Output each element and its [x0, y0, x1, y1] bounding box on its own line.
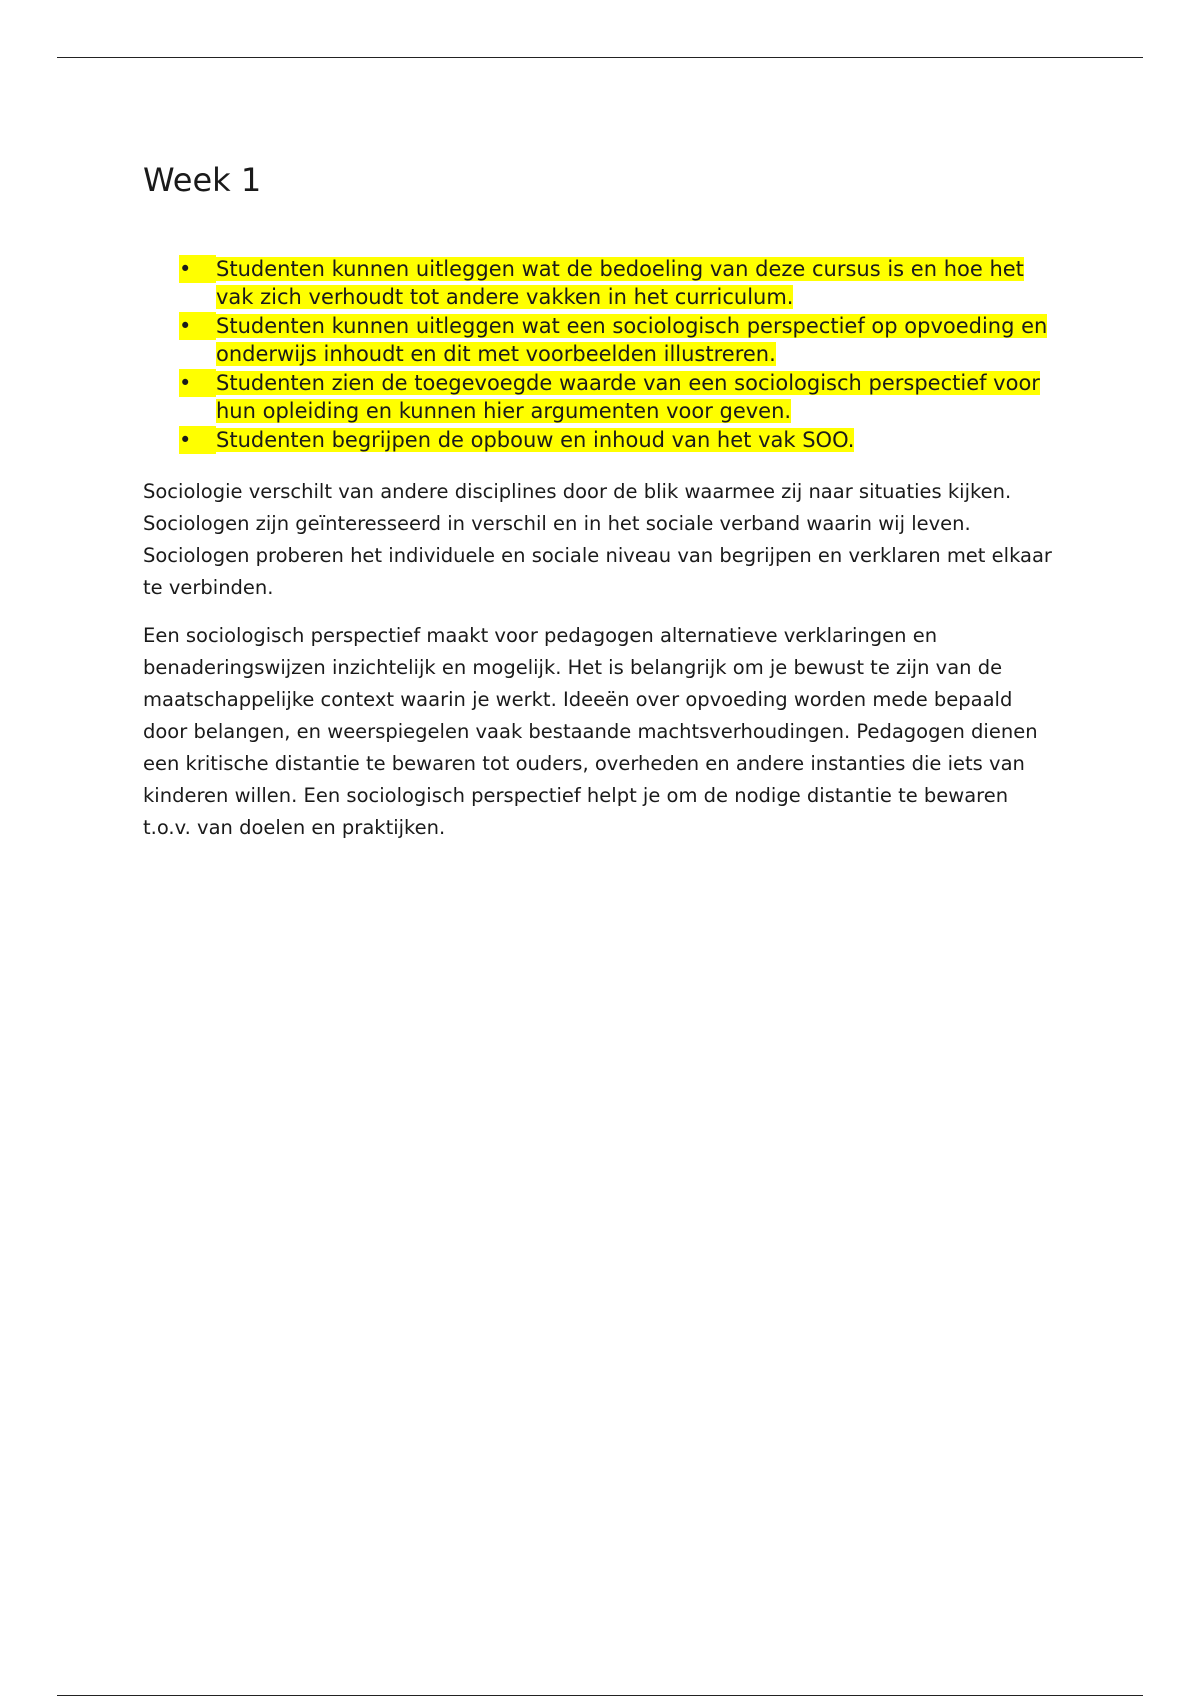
bullet-icon: •	[179, 312, 216, 340]
objective-text: Studenten zien de toegevoegde waarde van een sociologisch perspectief voor hun opleiding en kunnen hier argumenten voor geven.	[216, 371, 1040, 423]
objective-text: Studenten kunnen uitleggen wat de bedoeling van deze cursus is en hoe het vak zich verhoudt tot andere vakken in het curriculum.	[216, 257, 1024, 309]
bullet-icon: •	[179, 369, 216, 397]
list-item	[143, 312, 1058, 368]
learning-objectives-list	[143, 255, 1058, 454]
header-rule	[57, 57, 1143, 58]
list-item	[143, 255, 1058, 311]
page-title: Week 1	[143, 161, 262, 199]
list-item	[143, 426, 1058, 454]
bullet-icon: •	[179, 255, 216, 283]
list-item	[143, 369, 1058, 425]
document-body	[143, 160, 1058, 844]
footer-rule	[57, 1695, 1143, 1696]
objective-text: Studenten kunnen uitleggen wat een sociologisch perspectief op opvoeding en onderwijs inhoudt en dit met voorbeelden illustreren.	[216, 314, 1048, 366]
bullet-icon: •	[179, 426, 216, 454]
body-paragraph: Sociologie verschilt van andere disciplines door de blik waarmee zij naar situaties kijken. Sociologen zijn geïnteresseerd in verschil en in het sociale verband waarin wij leven. Sociologen proberen het individuele en sociale niveau van begrijpen en verklaren met elkaar te verbinden.	[143, 480, 1052, 599]
objective-text: Studenten begrijpen de opbouw en inhoud van het vak SOO.	[216, 428, 855, 452]
body-paragraph: Een sociologisch perspectief maakt voor pedagogen alternatieve verklaringen en benaderingswijzen inzichtelijk en mogelijk. Het is belangrijk om je bewust te zijn van de maatschappelijke context waarin je werkt. Ideeën over opvoeding worden mede bepaald door belangen, en weerspiegelen vaak bestaande machtsverhoudingen. Pedagogen dienen een kritische distantie te bewaren tot ouders, overheden en andere instanties die iets van kinderen willen. Een sociologisch perspectief helpt je om de nodige distantie te bewaren t.o.v. van doelen en praktijken.	[143, 624, 1038, 839]
